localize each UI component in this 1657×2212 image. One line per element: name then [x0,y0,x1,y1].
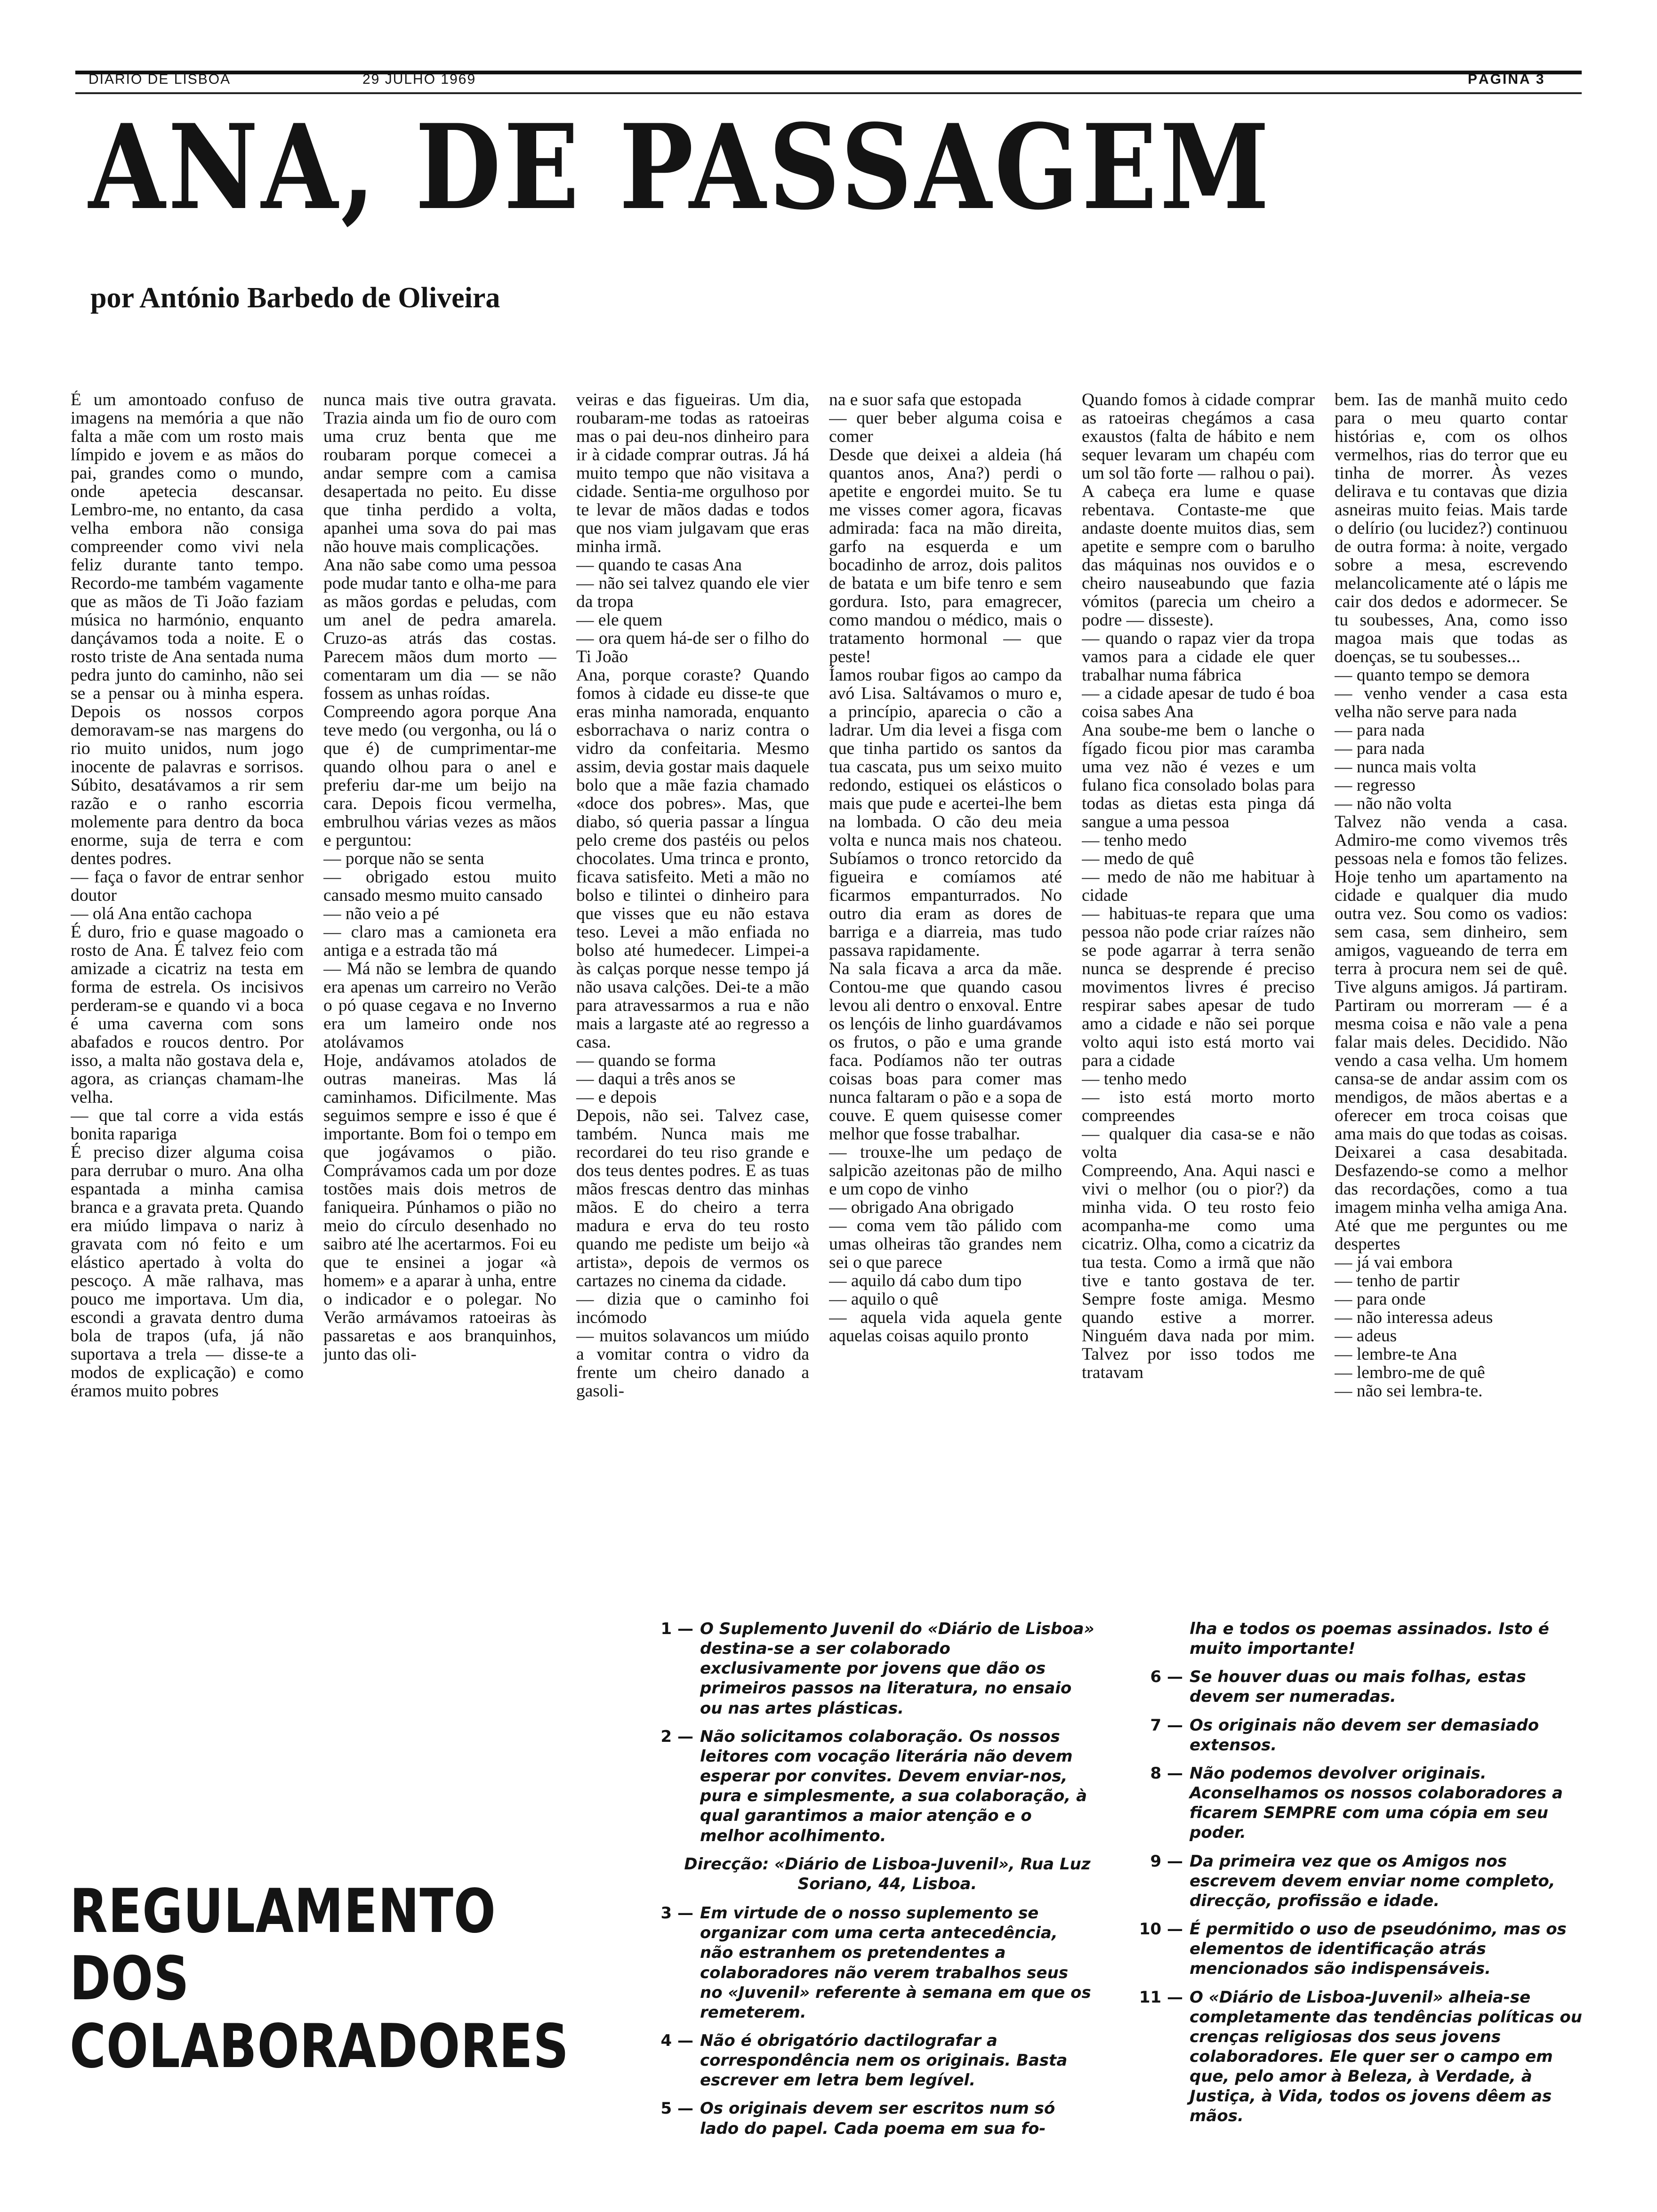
article-paragraph: — venho vender a casa esta velha não serve para nada [1335,684,1568,721]
rule-item [1127,1851,1584,1911]
rule-item [1127,1619,1584,1659]
publication-name: DIÁRIO DE LISBOA [88,72,231,87]
article-paragraph: — para nada [1335,739,1425,758]
article-column [323,391,556,1530]
article-paragraph: — dizia que o caminho foi incómodo [576,1290,809,1327]
rule-text: Os originais não devem ser demasiado extensos. [1190,1715,1539,1755]
rule-text: lha e todos os poemas assinados. Isto é muito importante! [1190,1619,1549,1659]
page-number: PÁGINA 3 [1468,72,1545,87]
article-paragraph: — aquilo dá cabo dum tipo [829,1271,1022,1290]
article-paragraph: — não não volta [1335,794,1452,813]
article-paragraph: — Má não se lembra de quando era apenas um carreiro no Verão o pó quase cegava e no Inverno era um lameiro onde nos atolávamos [323,959,556,1052]
rule-text: Não podemos devolver originais. Aconselhamos os nossos colaboradores a ficarem SEMPRE com uma cópia em seu poder. [1190,1763,1563,1843]
article-paragraph: — quando o rapaz vier da tropa vamos para a cidade ele quer trabalhar numa fábrica [1082,629,1315,685]
rule-number: 9 — [1150,1851,1183,1871]
article-paragraph: — quanto tempo se demora [1335,665,1530,685]
article-paragraph: Depois, não sei. Talvez case, também. Nunca mais me recordarei do teu riso grande e dos teus dentes podres. E as tuas mãos frescas dentro das minhas mãos. E do cheiro a terra madura e erva do teu rosto quando me pediste um beijo «à artista», depois de vermos os cartazes no cinema da cidade. [576,1106,809,1290]
article-column [576,391,809,1530]
article-paragraph: — olá Ana então cachopa [71,904,252,923]
article-paragraph: — faça o favor de entrar senhor doutor [71,867,304,905]
top-border [75,71,1582,74]
article-paragraph: Desde que deixei a aldeia (há quantos anos, Ana?) perdi o apetite e engordei muito. Se tu me visses comer agora, ficavas admirada: faca na mão direita, garfo na esquerda e um bocadinho de arroz, dois palitos de batata e um bife tenro e sem gordura. Isto, para emagrecer, como mandou o médico, mais o tratamento hormonal — que peste! [829,445,1062,666]
article-paragraph: — aquela vida aquela gente aquelas coisas aquilo pronto [829,1308,1062,1346]
article-paragraph: Quando fomos à cidade comprar as ratoeiras chegámos a casa exaustos (falta de hábito e nem sequer levaram um chapéu com um sol tão forte — ralhou o pai). A cabeça era lume e quase rebentava. Contaste-me que andaste doente muitos dias, sem apetite e sempre com o barulho das máquinas nos ouvidos e o cheiro nauseabundo que fazia vómitos (parecia um cheiro a podre — disseste). [1082,391,1315,630]
article-paragraph: — isto está morto morto compreendes [1082,1088,1315,1125]
article-paragraph: — claro mas a camioneta era antiga e a estrada tão má [323,922,556,960]
article-paragraph: veiras e das figueiras. Um dia, roubaram-me todas as ratoeiras mas o pai deu-nos dinheiro para ir à cidade comprar outras. Já há muito tempo que não visitava a cidade. Sentia-me orgulhoso por te levar de mãos dadas e todos que nos viam julgavam que eras minha irmã. [576,391,809,556]
article-paragraph: — muitos solavancos um miúdo a vomitar contra o vidro da frente um cheiro danado a gasoli- [576,1326,809,1401]
article-paragraph: É duro, frio e quase magoado o rosto de Ana. É talvez feio com amizade a cicatriz na testa em forma de estrela. Os incisivos perderam-se e quando vi a boca é uma caverna com sons abafados e roucos dentro. Por isso, a malta não gostava dela e, agora, as crianças chamam-lhe velha. [71,922,304,1107]
article-paragraph: — ele quem [576,610,663,630]
article-paragraph: — lembro-me de quê [1335,1363,1485,1382]
article-paragraph: — trouxe-lhe um pedaço de salpicão azeitonas pão de milho e um copo de vinho [829,1143,1062,1199]
rule-number: 10 — [1139,1920,1183,1939]
rule-number: 5 — [660,2099,693,2118]
article-paragraph: — ora quem há-de ser o filho do Ti João [576,629,809,666]
article-paragraph: — já vai embora [1335,1253,1453,1272]
rule-text: Não solicitamos colaboração. Os nossos leitores com vocação literária não devem esperar por convites. Devem enviar-nos, pura e simplesmente, a sua colaboração, à qual garantimos a maior atenção e o melhor acolhimento. [700,1727,1087,1845]
rule-number: 11 — [1139,1988,1183,2007]
article-paragraph: É um amontoado confuso de imagens na memória a que não falta a mãe com um rosto mais límpido e jovem e as mãos do pai, grandes como o mundo, onde apetecia descansar. Lembro-me, no entanto, da casa velha embora não consiga compreender como vivi nela feliz durante tanto tempo. Recordo-me também vagamente que as mãos de Ti João faziam música no harmónio, enquanto dançávamos toda a noite. E o rosto triste de Ana sentada numa pedra junto do caminho, não sei se a pensar ou à minha espera. Depois os nossos corpos demoravam-se nas margens do rio muito unidos, num jogo inocente de palavras e sorrisos. Súbito, desatávamos a rir sem razão e o ranho escorria molemente para dentro da boca enorme, suja de terra e com dentes podres. [71,391,304,868]
article-paragraph: — habituas-te repara que uma pessoa não pode criar raízes não se pode agarrar à terra senão nunca se desprende é preciso movimentos livres é preciso respirar sabes apesar de tudo amo a cidade e não sei porque volto aqui isto está morto vai para a cidade [1082,904,1315,1070]
regulamento-title [70,1878,569,2080]
article-paragraph: — não sei lembra-te. [1335,1381,1483,1401]
article-paragraph: Ana, porque coraste? Quando fomos à cidade eu disse-te que eras minha namorada, enquanto esborrachava o nariz contra o vidro da confeitaria. Mesmo assim, devia gostar mais daquele bolo que a mãe fazia chamado «doce dos pobres». Mas, que diabo, só queria passar a língua pelo creme dos pastéis ou pelos chocolates. Uma trinca e pronto, ficava satisfeito. Meti a mão no bolso e tilintei o dinheiro para que visses que eu não estava teso. Levei a mão enfiada no bolso até humedecer. Limpei-a às calças porque nesse tempo já não usava calções. Dei-te a mão para atravessarmos a rua e não mais a largaste até ao regresso a casa. [576,665,809,1052]
article-paragraph: — nunca mais volta [1335,757,1476,777]
article-paragraph: — medo de não me habituar à cidade [1082,867,1315,905]
rule-item [638,1903,1094,2022]
rule-number: 6 — [1150,1667,1183,1687]
article-paragraph: — tenho medo [1082,831,1187,850]
header-rule [75,92,1582,94]
article-paragraph: — adeus [1335,1326,1397,1346]
article-paragraph: — quando te casas Ana [576,555,742,575]
article-paragraph: Até que me perguntes ou me despertes [1335,1216,1568,1254]
rule-item [1127,1667,1584,1707]
article-paragraph: — não veio a pé [323,904,439,923]
rule-number: 7 — [1150,1715,1183,1735]
rule-text: Não é obrigatório dactilografar a correspondência nem os originais. Basta escrever em letra bem legível. [700,2031,1068,2090]
article-paragraph: Na sala ficava a arca da mãe. Contou-me que quando casou levou ali dentro o enxoval. Entre os lençóis de linho guardávamos os frutos, o pão e uma grande faca. Podíamos não ter outras coisas boas para comer mas nunca faltaram o pão e a sopa de couve. E quem quisesse comer melhor que fosse trabalhar. [829,959,1062,1144]
rule-item [638,2099,1094,2138]
rule-item [1127,1715,1584,1755]
regulamento-rules [638,1619,1584,2147]
rule-text: O «Diário de Lisboa-Juvenil» alheia-se completamente das tendências políticas ou crenças religiosas dos seus jovens colaboradores. Ele quer ser o campo em que, pelo amor à Beleza, à Verdade, à Justiça, à Vida, todos os jovens dêem as mãos. [1190,1988,1582,2126]
article-paragraph: bem. Ias de manhã muito cedo para o meu quarto contar histórias e, com os olhos vermelhos, rias do terror que eu tinha de morrer. Às vezes delirava e tu contavas que dizia asneiras muito feias. Mais tarde o delírio (ou lucidez?) continuou de outra forma: à noite, vergado sobre a mesa, escrevendo melancolicamente até o lápis me cair dos dedos e adormecer. Se tu soubesses, Ana, como isso magoa mais que todas as doenças, se tu soubesses... [1335,391,1568,666]
article-column [1082,391,1315,1530]
article-paragraph: Compreendo, Ana. Aqui nasci e vivi o melhor (ou o pior?) da minha vida. O teu rosto feio acompanha-me como uma cicatriz. Olha, como a cicatriz da tua testa. Como a irmã que não tive e tanto gostava de ter. Sempre foste amiga. Mesmo quando estive a morrer. Ninguém dava nada por mim. Talvez por isso todos me tratavam [1082,1161,1315,1382]
article-paragraph: Ana soube-me bem o lanche o fígado ficou pior mas caramba uma vez não é vezes e um fulano fica consolado bolas para todas as dietas esta pinga dá sangue a uma pessoa [1082,721,1315,832]
article-title: ANA, DE PASSAGEM [88,98,1272,236]
regulamento-title-line: DOS [70,1944,190,2014]
rule-item [1127,1763,1584,1843]
rule-number: 2 — [660,1727,693,1746]
article-column [829,391,1062,1530]
article-paragraph: nunca mais tive outra gravata. Trazia ainda um fio de ouro com uma cruz benta que me roubaram porque comecei a andar sempre com a camisa desapertada no peito. Eu disse que tinha perdido a volta, apanhei uma sova do pai mas não houve mais complicações. [323,391,556,556]
rule-item [638,1727,1094,1846]
article-byline: por António Barbedo de Oliveira [90,282,500,314]
article-paragraph: — quando se forma [576,1051,716,1070]
article-paragraph: — para onde [1335,1290,1426,1309]
article-paragraph: — aquilo o quê [829,1290,939,1309]
article-paragraph: Talvez não venda a casa. Admiro-me como vivemos três pessoas nela e fomos tão felizes. Hoje tenho um apartamento na cidade e qualquer dia mudo outra vez. Sou como os vadios: sem casa, sem dinheiro, sem amigos, vagueando de terra em terra à procura nem sei de quê. Tive alguns amigos. Já partiram. Partiram ou morreram — é a mesma coisa e não vale a pena falar mais deles. Decidido. Não vendo a casa velha. Um homem cansa-se de andar assim com os mendigos, de mãos abertas e a oferecer em troca coisas que ama mais do que todas as coisas. Deixarei a casa desabitada. Desfazendo-se como a melhor das recordações, como a tua imagem minha velha amiga Ana. [1335,812,1568,1217]
article-paragraph: — quer beber alguma coisa e comer [829,409,1062,446]
rule-text: Os originais devem ser escritos num só lado do papel. Cada poema em sua fo- [700,2099,1055,2138]
article-paragraph: — tenho medo [1082,1069,1187,1089]
article-paragraph: Íamos roubar figos ao campo da avó Lisa. Saltávamos o muro e, a princípio, aparecia o cão a ladrar. Um dia levei a fisga com que tinha partido os santos da tua cascata, pus um seixo muito redondo, estiquei os elásticos o mais que pude e acertei-lhe bem na lombada. O cão deu meia volta e nunca mais nos chateou. Subíamos o tronco retorcido da figueira e comíamos até ficarmos empanturrados. No outro dia eram as dores de barriga e a diarreia, mas tudo passava rapidamente. [829,665,1062,960]
article-paragraph: Hoje, andávamos atolados de outras maneiras. Mas lá caminhamos. Dificilmente. Mas seguimos sempre e isso é que é importante. Bom foi o tempo em que jogávamos o pião. Comprávamos cada um por doze tostões mais dois metros de faniqueira. Púnhamos o pião no meio do círculo desenhado no saibro até lhe acertarmos. Foi eu que te ensinei a jogar «à homem» e a aparar à unha, entre o indicador e o polegar. No Verão armávamos ratoeiras às passaretas e aos branquinhos, junto das oli- [323,1051,556,1364]
rule-item [1127,1988,1584,2126]
article-paragraph: — coma vem tão pálido com umas olheiras tão grandes nem sei o que parece [829,1216,1062,1272]
article-paragraph: Ana não sabe como uma pessoa pode mudar tanto e olha-me para as mãos gordas e peludas, com um anel de pedra amarela. Cruzo-as atrás das costas. Parecem mãos dum morto — comentaram um dia — se não fossem as unhas roídas. [323,555,556,703]
rule-text: Em virtude de o nosso suplemento se organizar com uma certa antecedência, não estranhem os pretendentes a colaboradores não verem trabalhos seus no «Juvenil» referente à semana em que os remeterem. [700,1904,1091,2022]
article-paragraph: — lembre-te Ana [1335,1345,1457,1364]
article-column [1335,391,1568,1530]
rule-text: É permitido o uso de pseudónimo, mas os elementos de identificação atrás mencionados são indispensáveis. [1190,1920,1567,1979]
article-paragraph: — porque não se senta [323,849,484,868]
article-paragraph: — que tal corre a vida estás bonita rapariga [71,1106,304,1144]
article-paragraph: É preciso dizer alguma coisa para derrubar o muro. Ana olha espantada a minha camisa branca e a gravata preta. Quando era miúdo limpava o nariz à gravata com nó feito e um elástico apertado à volta do pescoço. A mãe ralhava, mas pouco me importava. Um dia, escondi a gravata dentro duma bola de trapos (ufa, já não suportava a trela — disse-te a modos de explicação) e como éramos muito pobres [71,1143,304,1401]
rule-item [1127,1919,1584,1979]
rule-number: 1 — [660,1619,693,1638]
article-column [71,391,304,1530]
article-paragraph: — e depois [576,1088,657,1107]
article-paragraph: — obrigado estou muito cansado mesmo muito cansado [323,867,556,905]
article-paragraph: Compreendo agora porque Ana teve medo (ou vergonha, ou lá o que é) de cumprimentar-me quando olhou para o anel e preferiu dar-me um beijo na cara. Depois ficou vermelha, embrulhou várias vezes as mãos e perguntou: [323,702,556,850]
article-paragraph: — regresso [1335,776,1416,795]
article-paragraph: — qualquer dia casa-se e não volta [1082,1124,1315,1162]
article-paragraph: — a cidade apesar de tudo é boa coisa sabes Ana [1082,684,1315,721]
rule-item [638,1619,1094,1718]
direccao-address: Direcção: «Diário de Lisboa-Juvenil», Rua Luz Soriano, 44, Lisboa. [684,1854,1091,1893]
article-paragraph: — para nada [1335,721,1425,740]
regulamento-title-line: COLABORADORES [70,2011,569,2082]
rule-number: 8 — [1150,1763,1183,1783]
article-paragraph: na e suor safa que estopada [829,391,1022,409]
article-paragraph: — daqui a três anos se [576,1069,736,1089]
rule-text: Se houver duas ou mais folhas, estas devem ser numeradas. [1190,1667,1526,1707]
rules-column-left [638,1619,1094,2147]
article-paragraph: — obrigado Ana obrigado [829,1198,1014,1217]
article-paragraph: — não sei talvez quando ele vier da tropa [576,574,809,611]
issue-date: 29 JULHO 1969 [362,72,476,87]
rule-item [638,2031,1094,2090]
rule-text: O Suplemento Juvenil do «Diário de Lisboa» destina-se a ser colaborado exclusivamente por jovens que dão os primeiros passos na literatura, no ensaio ou nas artes plásticas. [700,1619,1094,1718]
rules-column-right [1127,1619,1584,2147]
article-paragraph: — tenho de partir [1335,1271,1460,1290]
rule-number: 4 — [660,2031,693,2050]
rule-text: Da primeira vez que os Amigos nos escrevem devem enviar nome completo, direcção, profissão e idade. [1190,1851,1555,1910]
article-body [71,391,1568,1530]
rule-number: 3 — [660,1904,693,1923]
regulamento-title-line: REGULAMENTO [70,1876,496,1947]
article-paragraph: — medo de quê [1082,849,1194,868]
article-paragraph: — não interessa adeus [1335,1308,1493,1327]
